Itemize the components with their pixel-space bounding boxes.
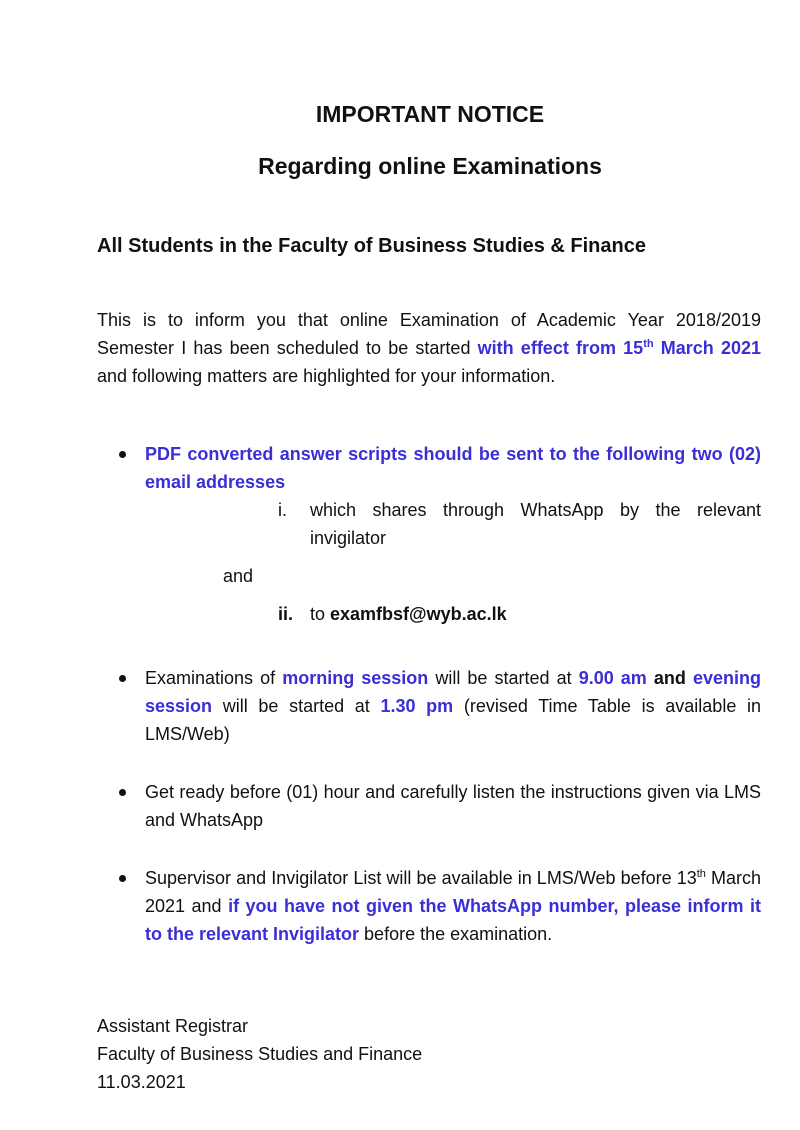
evening-time: 1.30 pm	[380, 696, 454, 716]
sub-item-pre: to	[310, 604, 331, 624]
intro-paragraph	[97, 306, 761, 390]
sub-item-number: i.	[278, 500, 287, 520]
morning-time: 9.00 am	[578, 668, 647, 688]
audience-heading: All Students in the Faculty of Business Studies & Finance	[97, 235, 646, 257]
sub-item-number: ii.	[278, 604, 294, 624]
sub-item-email	[145, 600, 761, 628]
bullet-1-text: PDF converted answer scripts should be sent to the following two (02) email addresses	[145, 444, 761, 492]
intro-text-end: and following matters are highlighted for your information.	[97, 366, 556, 386]
signature-title: Assistant Registrar	[97, 1016, 249, 1036]
and-connector: and	[223, 566, 254, 586]
whatsapp-highlight: if you have not given the WhatsApp number, please inform it to the relevant Invigilator	[145, 896, 762, 944]
evening-session-label: evening session	[145, 668, 761, 716]
exam-email-link[interactable]: examfbsf@wyb.ac.lk	[330, 604, 507, 624]
bullet-get-ready	[97, 778, 761, 834]
bullet-supervisor-list: Supervisor and Invigilator List will be available in LMS/Web before 13th March 2021 and if you have not given the WhatsApp number, please inform it to the relevant Invigilator before the examination.	[97, 864, 761, 948]
notice-bullet-list	[97, 440, 761, 948]
sub-item-text: which shares through WhatsApp by the relevant invigilator	[310, 500, 761, 548]
signature-faculty: Faculty of Business Studies and Finance	[97, 1044, 423, 1064]
intro-text: This is to inform you that online Examination of Academic Year 2018/2019 Semester I has been scheduled to be started	[97, 310, 761, 358]
morning-session-label: morning session	[282, 668, 429, 688]
sub-item-whatsapp	[145, 496, 761, 552]
bullet-answer-scripts	[97, 440, 761, 628]
email-sub-list	[145, 496, 761, 628]
notice-subtitle: Regarding online Examinations	[258, 153, 602, 179]
signature-date: 11.03.2021	[97, 1072, 186, 1092]
bullet-3-text: Get ready before (01) hour and carefully listen the instructions given via LMS and WhatsApp	[145, 782, 761, 830]
notice-title: IMPORTANT NOTICE	[315, 101, 545, 127]
signature-block	[97, 1012, 422, 1096]
intro-highlight: with effect from 15th March 2021	[477, 338, 762, 358]
bullet-session-times: Examinations of morning session will be started at 9.00 am and evening session will be started at 1.30 pm (revised Time Table is available in LMS/Web)	[97, 664, 761, 748]
